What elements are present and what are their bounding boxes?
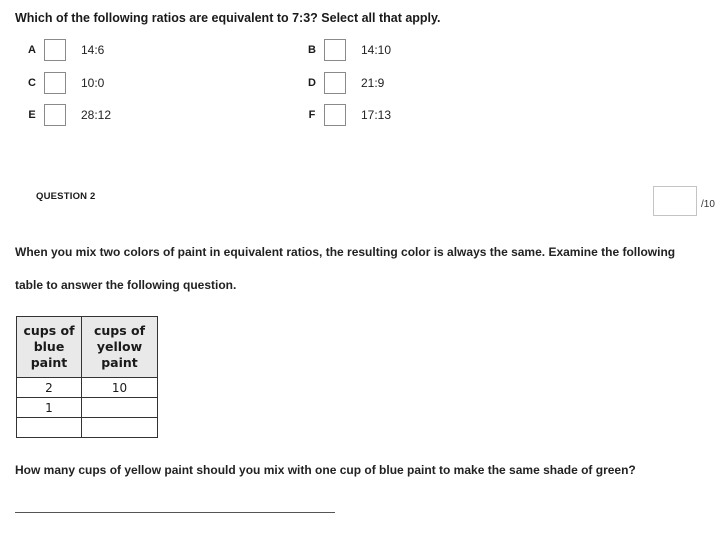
option-b[interactable] [306,39,506,63]
option-label: 14:10 [361,43,392,57]
option-d[interactable] [306,72,506,96]
option-letter: F [308,109,316,121]
option-a[interactable] [26,39,226,63]
option-label: 10:0 [81,76,105,90]
question-2-label: QUESTION 2 [36,191,96,202]
option-checkbox[interactable] [324,104,346,126]
option-letter: A [28,44,36,56]
option-checkbox[interactable] [44,104,66,126]
answer-line[interactable] [15,512,335,513]
option-f[interactable] [306,104,506,128]
option-checkbox[interactable] [44,72,66,94]
table-cell: 10 [82,378,158,398]
option-letter: E [28,109,36,121]
question-1-prompt: Which of the following ratios are equivalent to 7:3? Select all that apply. [15,11,441,25]
table-header-row [17,317,158,378]
question-2-paragraph-line-1: When you mix two colors of paint in equivalent ratios, the resulting color is always the same. Examine the following [15,245,676,259]
option-checkbox[interactable] [324,39,346,61]
option-label: 28:12 [81,108,112,122]
table-cell: 2 [17,378,82,398]
option-letter: D [308,77,316,89]
table-cell[interactable] [82,398,158,418]
table-cell[interactable] [17,418,82,438]
score-max-label: /10 [701,199,715,210]
table-cell[interactable] [82,418,158,438]
option-c[interactable] [26,72,226,96]
option-letter: B [308,44,316,56]
option-checkbox[interactable] [44,39,66,61]
question-2-prompt: How many cups of yellow paint should you mix with one cup of blue paint to make the same shade of green? [15,463,636,477]
option-label: 21:9 [361,76,385,90]
table-cell: 1 [17,398,82,418]
table-row [17,378,158,398]
header-blue-paint: cups of blue paint [17,317,82,378]
table-row [17,418,158,438]
option-checkbox[interactable] [324,72,346,94]
paint-ratio-table [16,316,158,438]
question-2-paragraph-line-2: table to answer the following question. [15,278,237,292]
option-label: 14:6 [81,43,105,57]
score-input[interactable] [653,186,697,216]
header-yellow-paint: cups of yellow paint [82,317,158,378]
option-e[interactable] [26,104,226,128]
option-letter: C [28,77,36,89]
table-row [17,398,158,418]
option-label: 17:13 [361,108,392,122]
